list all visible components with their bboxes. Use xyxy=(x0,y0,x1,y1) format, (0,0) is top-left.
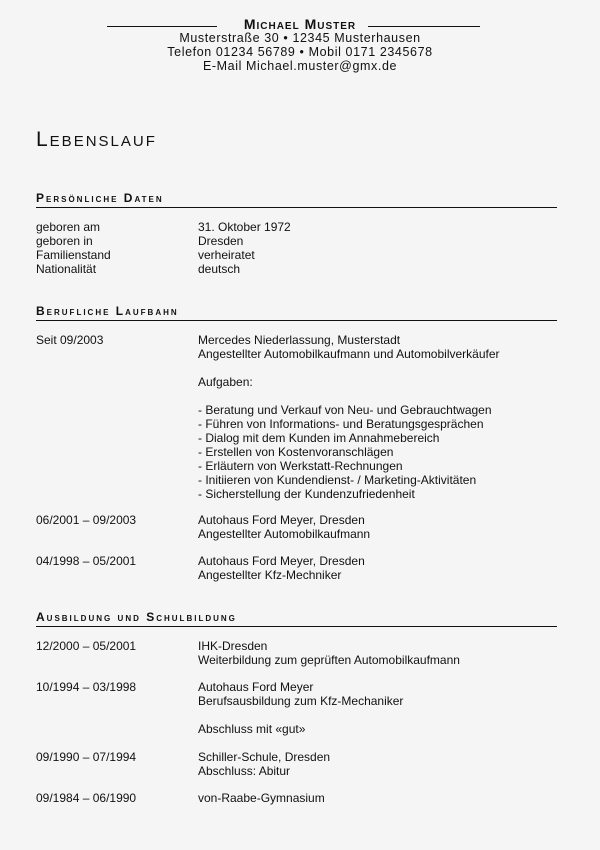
entry-date: 12/2000 – 05/2001 xyxy=(36,639,137,653)
entry-line: Autohaus Ford Meyer, Dresden xyxy=(198,513,365,527)
entry-line: Weiterbildung zum geprüften Automobilkaufmann xyxy=(198,653,460,667)
section-rule xyxy=(36,207,557,208)
address: Musterstraße 30 • 12345 Musterhausen xyxy=(179,31,421,45)
entry-line: von-Raabe-Gymnasium xyxy=(198,791,325,805)
entry-date: Seit 09/2003 xyxy=(36,333,104,347)
entry-line: Abschluss: Abitur xyxy=(198,764,291,778)
entry-line xyxy=(198,389,500,403)
document-title: Lebenslauf xyxy=(36,128,157,151)
entry-date: 09/1990 – 07/1994 xyxy=(36,750,137,764)
entry-line: Berufsausbildung zum Kfz-Mechaniker xyxy=(198,694,404,708)
entry-date: 09/1984 – 06/1990 xyxy=(36,791,137,805)
row-label: geboren am xyxy=(36,220,101,234)
entry-line: Aufgaben: xyxy=(198,375,253,389)
entry-date: 04/1998 – 05/2001 xyxy=(36,554,137,568)
entry-line: - Sicherstellung der Kundenzufriedenheit xyxy=(198,487,415,501)
entry-line: Abschluss mit «gut» xyxy=(198,722,306,736)
row-label: geboren in xyxy=(36,234,93,248)
entry-line: - Dialog mit dem Kunden im Annahmebereich xyxy=(198,431,440,445)
entry-line: - Initiieren von Kundendienst- / Marketing-Aktivitäten xyxy=(198,473,477,487)
row-value: deutsch xyxy=(198,262,241,276)
entry-line: - Erläutern von Werkstatt-Rechnungen xyxy=(198,459,403,473)
entry-line: Angestellter Automobilkaufmann xyxy=(198,527,371,541)
section-heading-career: Berufliche Laufbahn xyxy=(36,304,179,318)
entry-line: Angestellter Automobilkaufmann und Automobilverkäufer xyxy=(198,347,500,361)
personal-row xyxy=(36,234,566,248)
entry-line: Mercedes Niederlassung, Musterstadt xyxy=(198,333,401,347)
entry-line: Angestellter Kfz-Mechniker xyxy=(198,568,342,582)
row-value: 31. Oktober 1972 xyxy=(198,220,291,234)
entry-line: Schiller-Schule, Dresden xyxy=(198,750,331,764)
email: E-Mail Michael.muster@gmx.de xyxy=(202,59,398,73)
row-label: Familienstand xyxy=(36,248,111,262)
entry-line: - Führen von Informations- und Beratungsgesprächen xyxy=(198,417,484,431)
entry-line: - Beratung und Verkauf von Neu- und Gebrauchtwagen xyxy=(198,403,492,417)
section-heading-education: Ausbildung und Schulbildung xyxy=(36,610,237,624)
row-value: verheiratet xyxy=(198,248,255,262)
entry-line: IHK-Dresden xyxy=(198,639,268,653)
row-value: Dresden xyxy=(198,234,244,248)
entry-date: 10/1994 – 03/1998 xyxy=(36,680,137,694)
entry-line: - Erstellen von Kostenvoranschlägen xyxy=(198,445,394,459)
entry-line: Autohaus Ford Meyer, Dresden xyxy=(198,554,365,568)
row-label: Nationalität xyxy=(36,262,97,276)
applicant-name: Michael Muster xyxy=(243,16,357,32)
section-rule xyxy=(36,626,557,627)
personal-row xyxy=(36,220,566,234)
personal-row xyxy=(36,262,566,276)
section-rule xyxy=(36,320,557,321)
phone: Telefon 01234 56789 • Mobil 0171 2345678 xyxy=(167,45,433,59)
entry-line xyxy=(198,708,403,722)
entry-date: 06/2001 – 09/2003 xyxy=(36,513,137,527)
entry-line: Autohaus Ford Meyer xyxy=(198,680,314,694)
personal-row xyxy=(36,248,566,262)
section-heading-personal: Persönliche Daten xyxy=(36,191,164,205)
entry-line xyxy=(198,361,500,375)
